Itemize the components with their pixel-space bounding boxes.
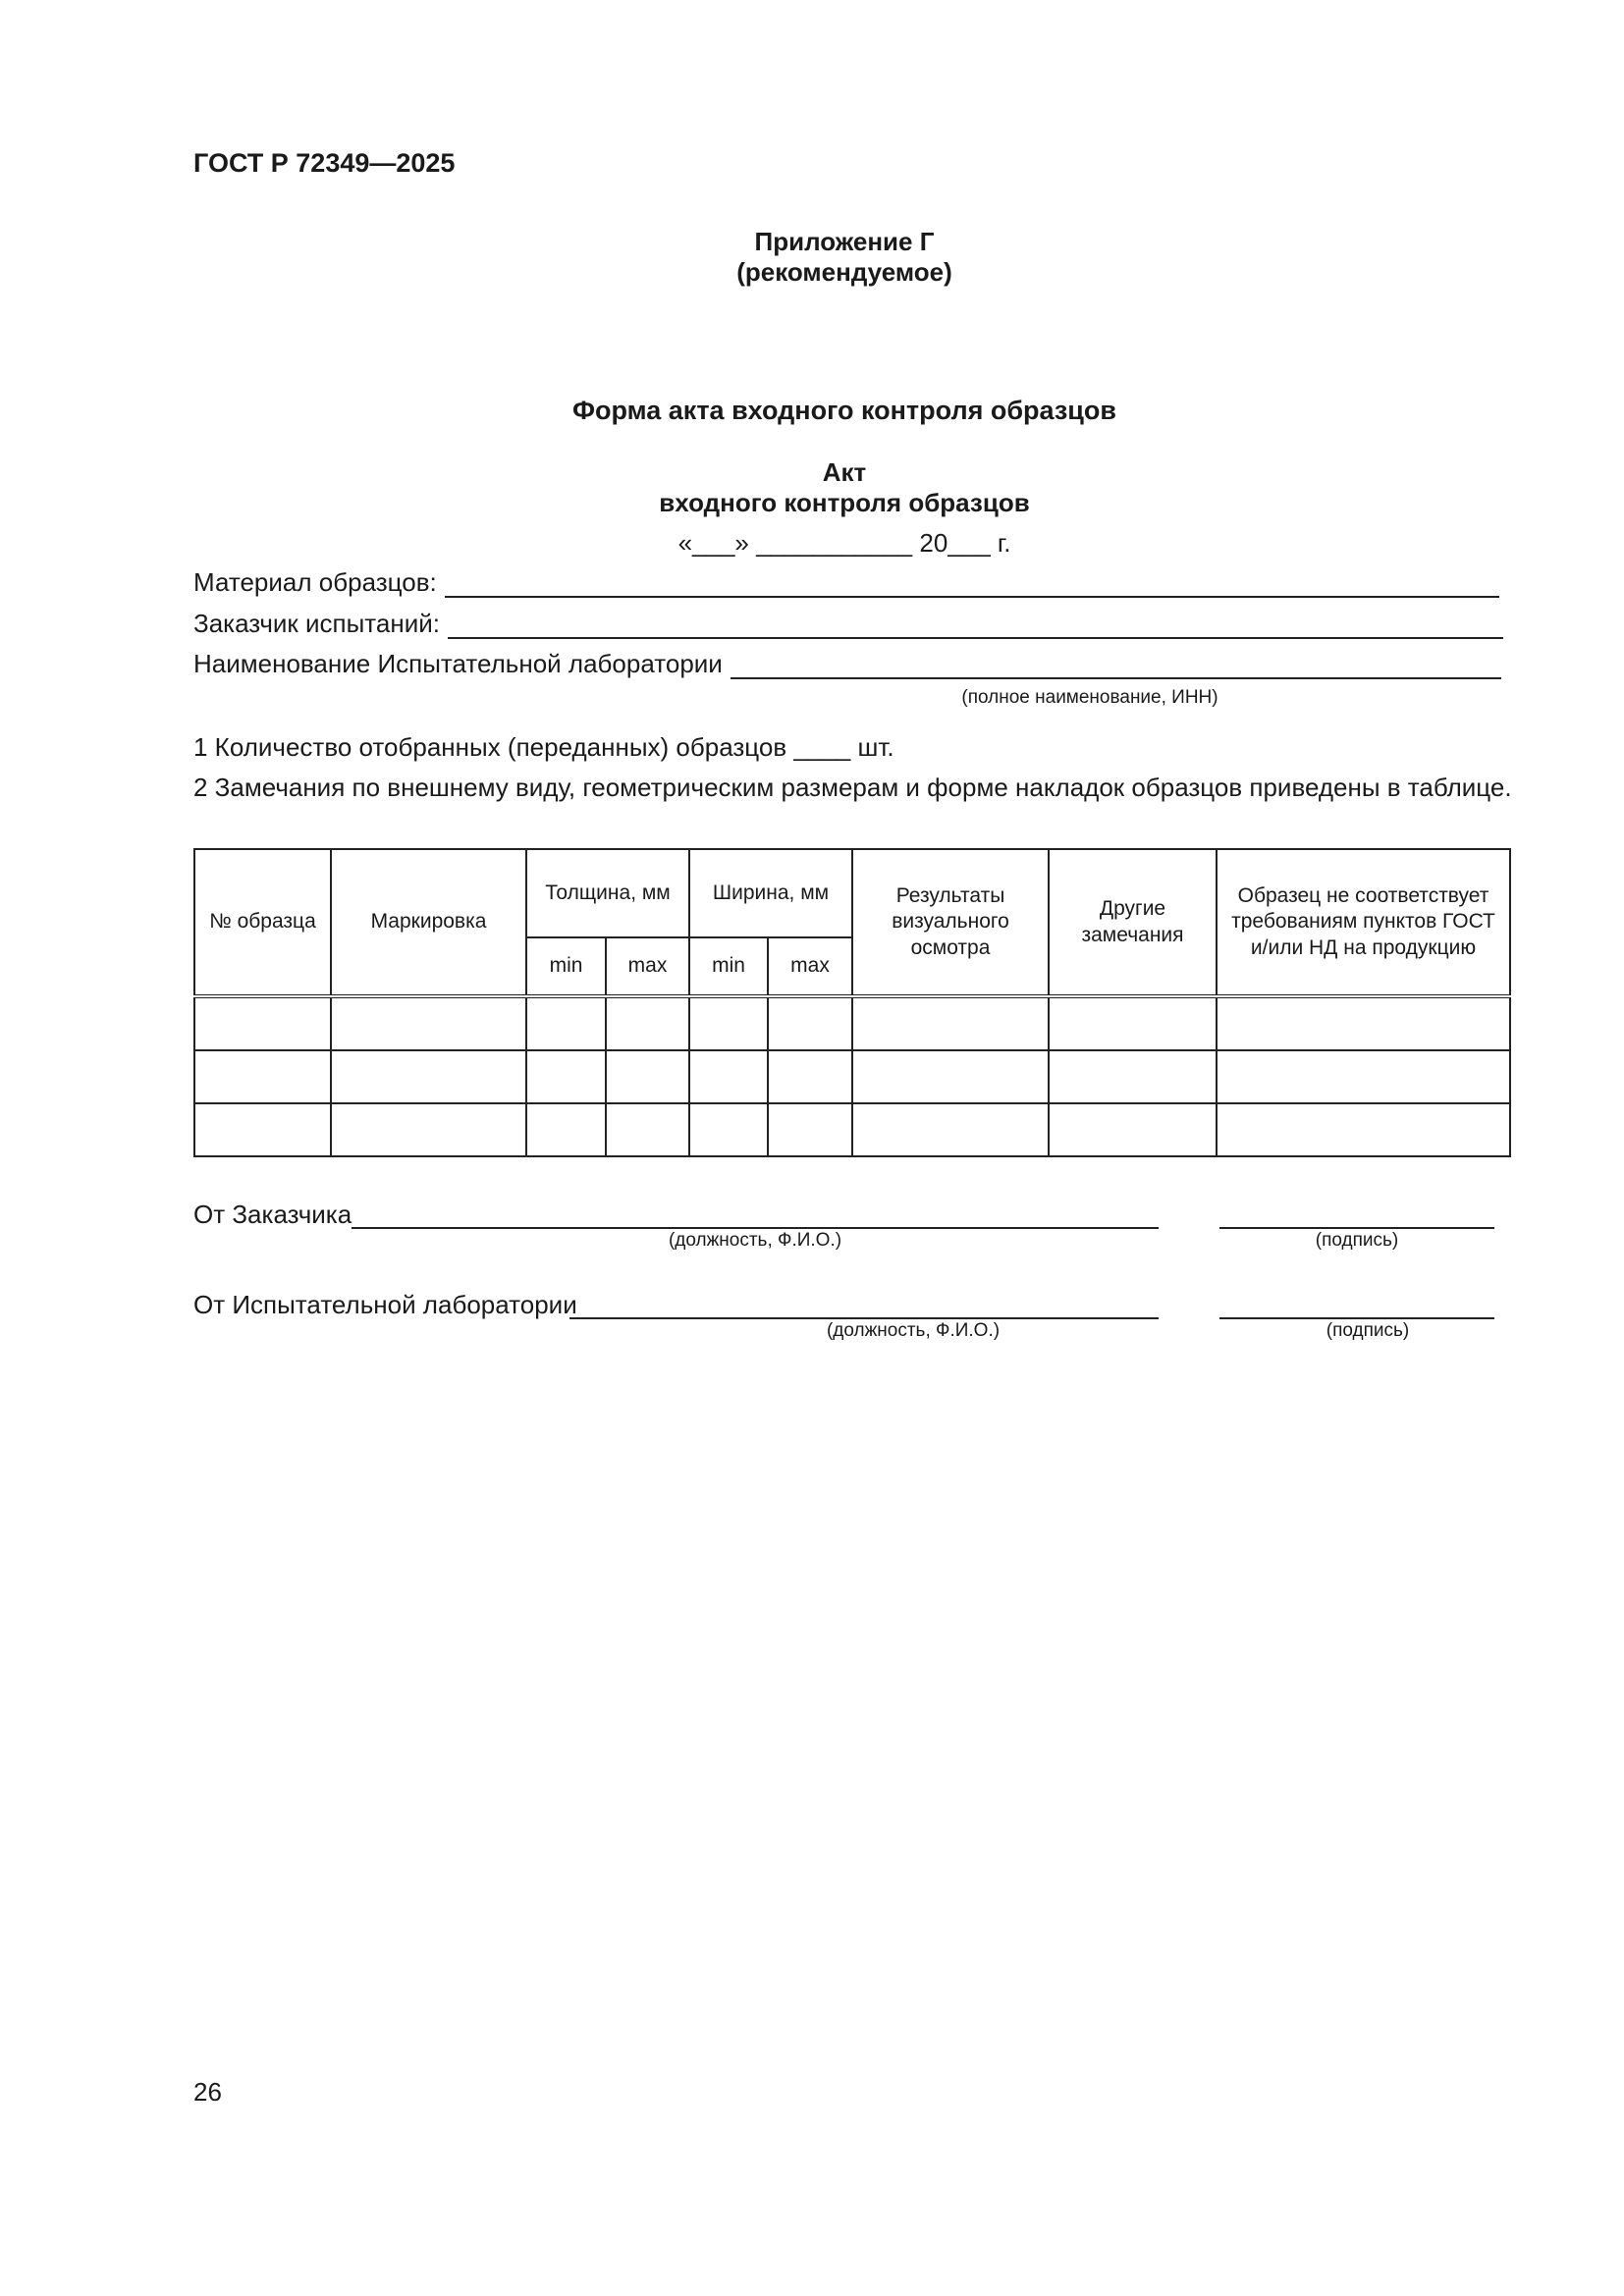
customer-label: Заказчик испытаний:: [193, 609, 440, 638]
lab-position-line: [569, 1315, 1159, 1319]
appendix-status: (рекомендуемое): [736, 257, 952, 287]
table-cell: [331, 1050, 526, 1103]
table-cell: [852, 1050, 1049, 1103]
form-title: Форма акта входного контроля образцов: [571, 396, 1116, 425]
customer-input-line: [448, 612, 1503, 639]
lab-field: [193, 646, 1501, 679]
lab-input-line: [731, 652, 1501, 679]
material-input-line: [445, 570, 1499, 598]
material-field: [193, 564, 1499, 598]
header-thickness-min: min: [526, 937, 606, 996]
header-width-max: max: [768, 937, 852, 996]
customer-signature-line: [1219, 1225, 1494, 1229]
customer-position-line: [352, 1225, 1159, 1229]
table-cell: [194, 1050, 331, 1103]
act-subtitle: входного контроля образцов: [659, 488, 1030, 517]
customer-field: [193, 606, 1503, 639]
header-number: № образца: [194, 849, 331, 996]
table-cell: [1049, 996, 1217, 1050]
header-thickness: Толщина, мм: [526, 849, 689, 937]
header-width-min: min: [689, 937, 768, 996]
customer-position-caption: (должность, Ф.И.О.): [668, 1230, 842, 1251]
header-thickness-max: max: [606, 937, 689, 996]
table-cell: [194, 996, 331, 1050]
table-cell: [526, 1103, 606, 1156]
act-title: Акт: [822, 457, 867, 487]
table-cell: [1217, 1103, 1510, 1156]
table-cell: [606, 1050, 689, 1103]
lab-label: Наименование Испытательной лаборатории: [193, 649, 723, 678]
table-cell: [606, 996, 689, 1050]
material-label: Материал образцов:: [193, 567, 437, 597]
table-cell: [852, 1103, 1049, 1156]
lab-signature-caption: (подпись): [1326, 1320, 1410, 1341]
lab-signature-line: [1219, 1315, 1494, 1319]
item-remarks: 2 Замечания по внешнему виду, геометрическим размерам и форме накладок образцов приведены в таблице.: [193, 773, 1512, 802]
table-row: [194, 996, 1510, 1050]
table-cell: [689, 1103, 768, 1156]
header-visual: Результаты визуального осмотра: [852, 849, 1049, 996]
lab-caption: (полное наименование, ИНН): [961, 687, 1218, 708]
table-cell: [526, 996, 606, 1050]
table-cell: [331, 1103, 526, 1156]
header-other: Другие замечания: [1049, 849, 1217, 996]
table-cell: [331, 996, 526, 1050]
table-cell: [768, 1050, 852, 1103]
table-row: [194, 1050, 1510, 1103]
inspection-table: [193, 848, 1511, 1157]
table-cell: [1049, 1050, 1217, 1103]
item-quantity: 1 Количество отобранных (переданных) образцов ____ шт.: [193, 732, 894, 762]
page-number: 26: [193, 2077, 222, 2107]
act-date-line: «___» ___________ 20___ г.: [677, 528, 1011, 558]
table-cell: [1217, 996, 1510, 1050]
header-marking: Маркировка: [331, 849, 526, 996]
table-cell: [606, 1103, 689, 1156]
header-width: Ширина, мм: [689, 849, 852, 937]
table-cell: [1217, 1050, 1510, 1103]
table-cell: [526, 1050, 606, 1103]
table-cell: [768, 996, 852, 1050]
table-cell: [194, 1103, 331, 1156]
table-cell: [1049, 1103, 1217, 1156]
appendix-title: Приложение Г: [754, 227, 935, 256]
lab-position-caption: (должность, Ф.И.О.): [826, 1320, 1001, 1341]
table-cell: [768, 1103, 852, 1156]
table-cell: [852, 996, 1049, 1050]
table-cell: [689, 996, 768, 1050]
table-cell: [689, 1050, 768, 1103]
customer-signature-label: От Заказчика: [193, 1200, 352, 1229]
table-row: [194, 1103, 1510, 1156]
customer-signature-caption: (подпись): [1315, 1230, 1399, 1251]
header-nonconform: Образец не соответствует требованиям пунктов ГОСТ и/или НД на продукцию: [1217, 849, 1510, 996]
standard-number: ГОСТ Р 72349—2025: [193, 148, 456, 178]
lab-signature-label: От Испытательной лаборатории: [193, 1290, 577, 1319]
